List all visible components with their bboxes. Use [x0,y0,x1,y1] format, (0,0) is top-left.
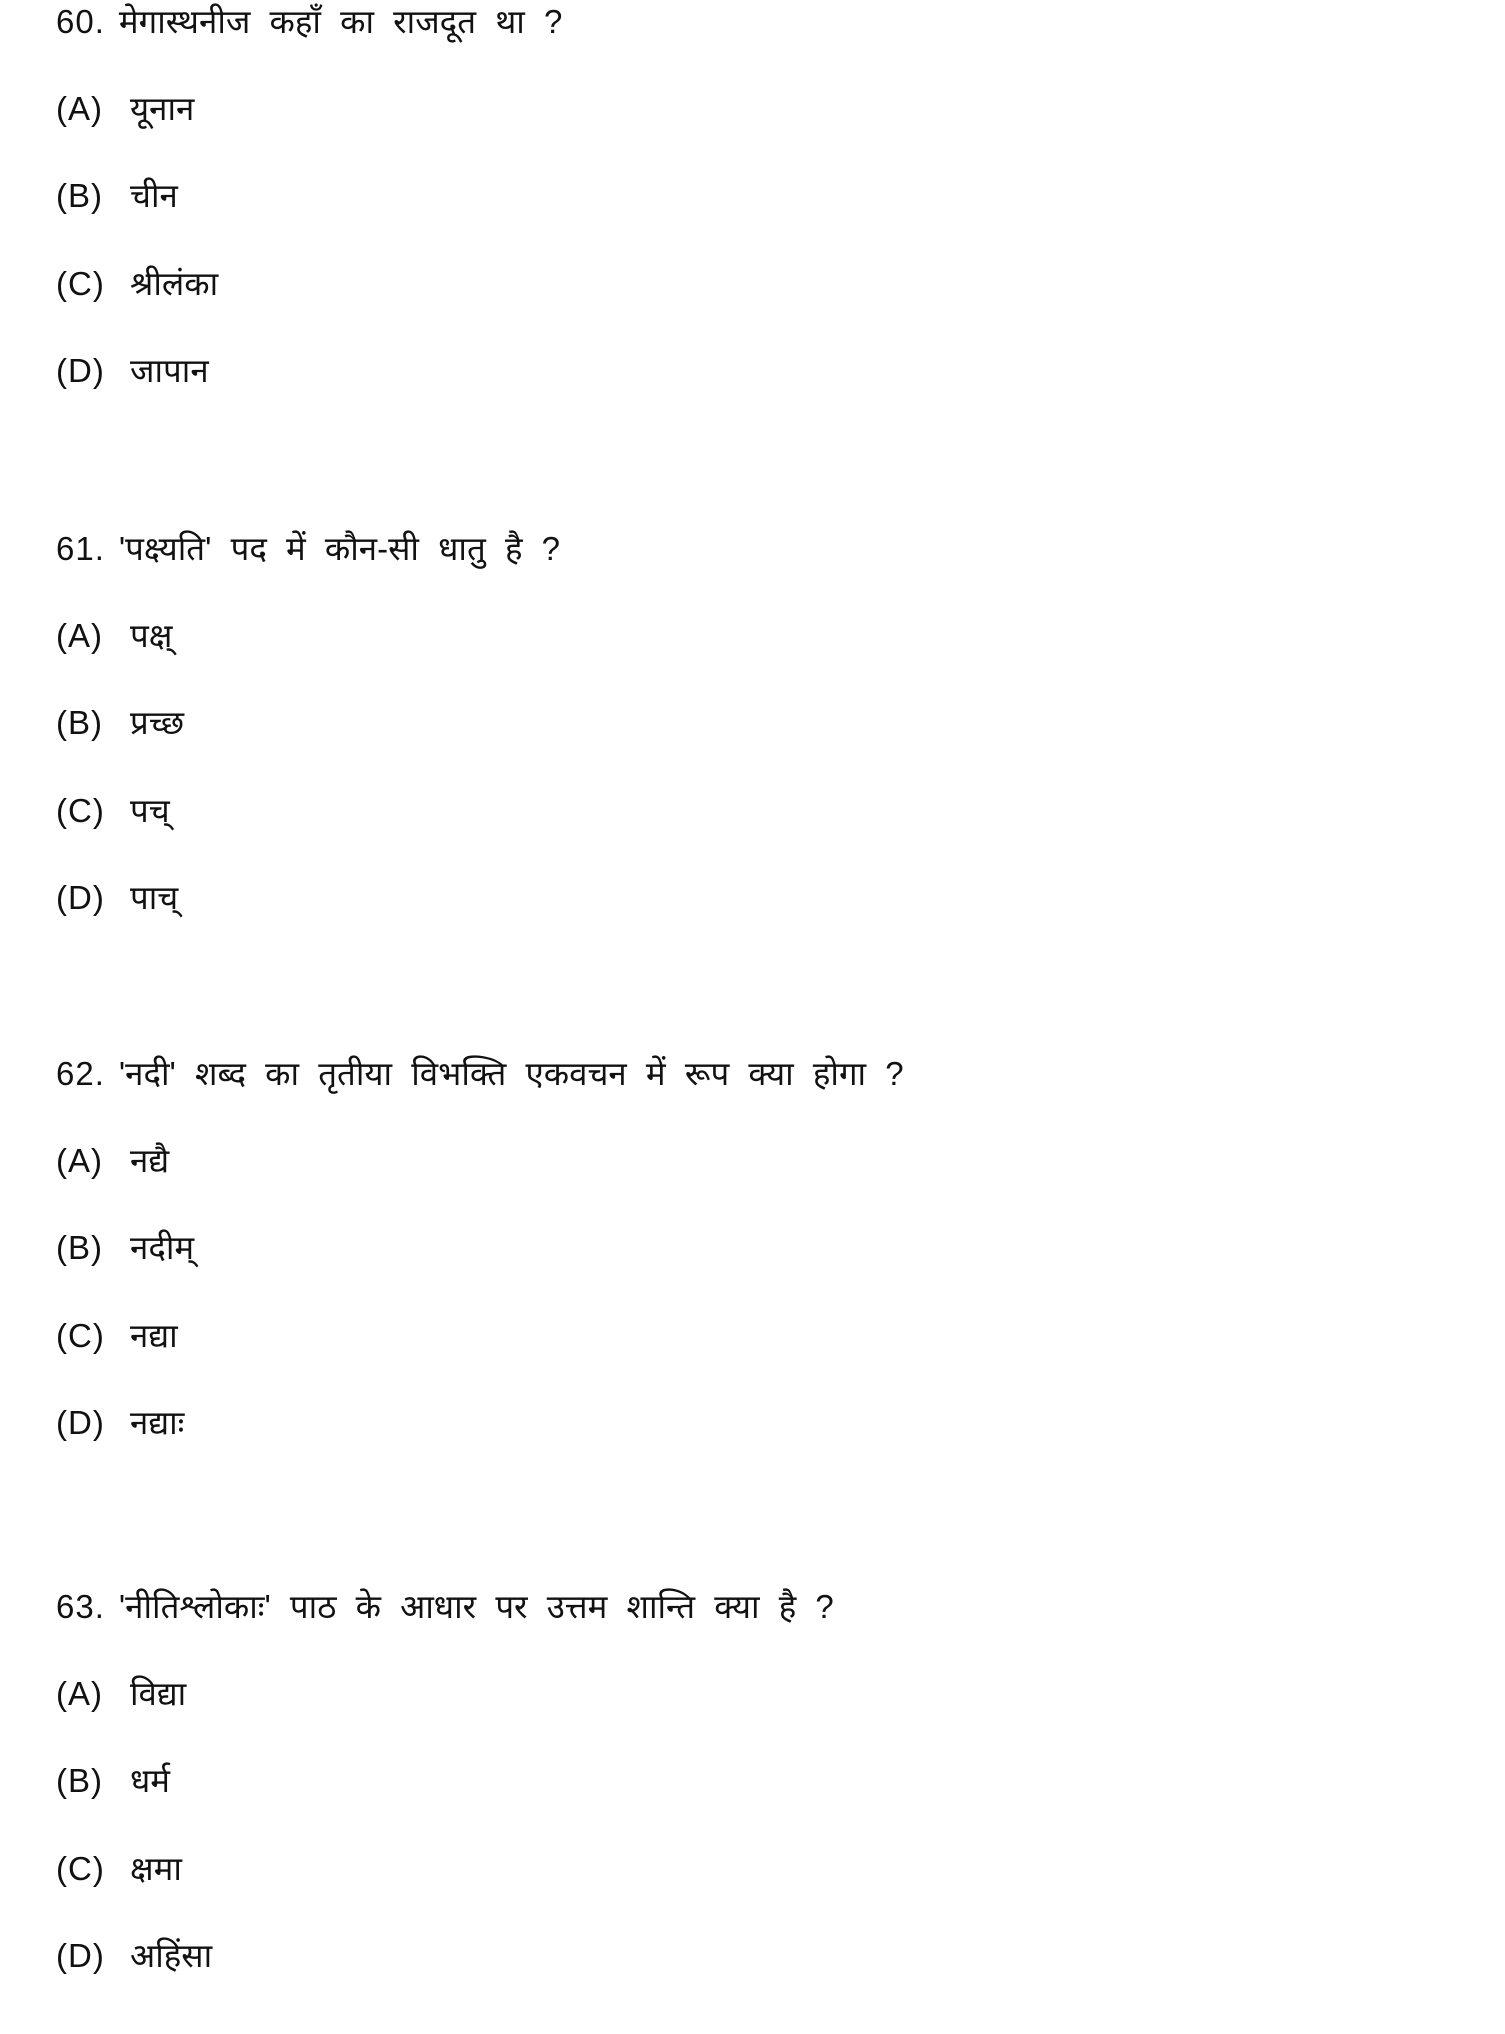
option-b [56,703,184,743]
option-label: (D) [56,1404,105,1441]
option-label: (B) [56,704,103,741]
option-b [56,1761,170,1801]
option-text: पक्ष् [130,617,173,654]
question-stem [56,1587,834,1627]
option-text: चीन [130,177,178,214]
question-text: 'नीतिश्लोकाः' पाठ के आधार पर उत्तम शान्ति क्या है ? [118,1588,834,1625]
option-label: (B) [56,1229,103,1266]
question-number: 62. [56,1055,105,1092]
option-text: नद्या [130,1317,178,1354]
option-text: क्षमा [130,1850,182,1887]
option-label: (A) [56,1142,103,1179]
option-d [56,1936,212,1976]
option-b [56,176,178,216]
question-number: 60. [56,3,105,40]
option-c [56,264,218,304]
option-c [56,1316,178,1356]
option-label: (D) [56,1937,105,1974]
option-c [56,1849,182,1889]
option-label: (A) [56,1675,103,1712]
option-label: (C) [56,1850,105,1887]
question-text: 'नदी' शब्द का तृतीया विभक्ति एकवचन में रूप क्या होगा ? [118,1055,904,1092]
option-d [56,351,209,391]
option-a [56,616,172,656]
option-text: पाच् [130,879,179,916]
option-b [56,1228,194,1268]
question-stem [56,1054,904,1094]
option-a [56,1141,169,1181]
option-text: विद्या [130,1675,187,1712]
option-label: (A) [56,90,103,127]
option-label: (B) [56,1762,103,1799]
option-text: धर्म [130,1762,171,1799]
question-stem [56,2,562,42]
option-label: (B) [56,177,103,214]
option-text: पच् [130,792,170,829]
option-text: प्रच्छ [130,704,185,741]
option-label: (D) [56,352,105,389]
option-a [56,1674,186,1714]
option-a [56,89,194,129]
option-text: जापान [130,352,209,389]
question-text: 'पक्ष्यति' पद में कौन-सी धातु है ? [118,530,560,567]
question-number: 61. [56,530,105,567]
option-text: नदीम् [130,1229,195,1266]
option-text: श्रीलंका [130,265,219,302]
question-text: मेगास्थनीज कहाँ का राजदूत था ? [118,3,563,40]
option-d [56,878,178,918]
option-label: (C) [56,1317,105,1354]
option-label: (C) [56,265,105,302]
option-label: (A) [56,617,103,654]
option-text: नद्याः [130,1404,185,1441]
option-label: (D) [56,879,105,916]
option-c [56,791,170,831]
option-label: (C) [56,792,105,829]
option-text: नद्यै [130,1142,170,1179]
question-number: 63. [56,1588,105,1625]
option-d [56,1403,184,1443]
option-text: अहिंसा [130,1937,213,1974]
option-text: यूनान [130,90,195,127]
question-stem [56,529,560,569]
